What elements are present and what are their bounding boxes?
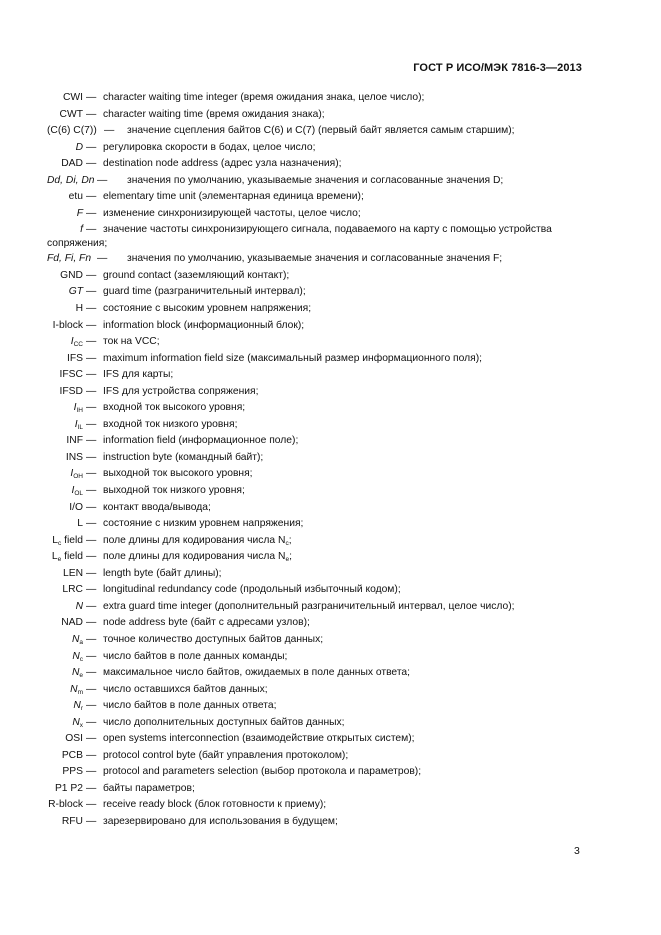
term: $I_{IL}$ xyxy=(74,418,83,431)
definition-line-2: сопряжения; xyxy=(47,238,108,250)
term: RFU xyxy=(61,815,83,827)
definition-row xyxy=(0,731,661,748)
definition-row xyxy=(0,433,661,450)
dash: — xyxy=(86,468,97,480)
definition-row xyxy=(0,140,661,157)
definition: выходной ток низкого уровня; xyxy=(103,485,245,497)
dash: — xyxy=(86,191,97,203)
dash: — xyxy=(86,633,97,645)
dash: — xyxy=(86,336,97,348)
definition: ground contact (заземляющий контакт); xyxy=(103,269,290,281)
dash: — xyxy=(86,667,97,679)
definition-row xyxy=(0,284,661,301)
definition-row xyxy=(0,797,661,814)
term: GT xyxy=(68,286,83,298)
dash: — xyxy=(86,158,97,170)
dash: — xyxy=(86,733,97,745)
term: (C(6) C(7)) xyxy=(47,125,97,137)
dash: — xyxy=(86,141,97,153)
term: $N_m$ xyxy=(70,683,83,696)
dash: — xyxy=(86,782,97,794)
definition-row xyxy=(0,582,661,599)
term: CWT xyxy=(59,108,83,120)
term: NAD xyxy=(61,617,83,629)
dash: — xyxy=(86,369,97,381)
definition: destination node address (адрес узла назначения); xyxy=(103,158,342,170)
term: L xyxy=(77,518,83,530)
definition-row xyxy=(0,599,661,616)
definition-row xyxy=(0,649,661,666)
definition-row xyxy=(0,632,661,649)
term: F xyxy=(76,207,83,219)
term: etu xyxy=(68,191,83,203)
dash: — xyxy=(86,352,97,364)
definition-row xyxy=(0,500,661,517)
term: INF xyxy=(66,435,83,447)
dash: — xyxy=(86,319,97,331)
term: N xyxy=(75,600,83,612)
definition: length byte (байт длины); xyxy=(103,567,222,579)
definition-row xyxy=(0,222,661,251)
term: IFSC xyxy=(59,369,83,381)
definition-row xyxy=(0,367,661,384)
definition-row xyxy=(0,682,661,699)
definition: поле длины для кодирования числа $N_e$; xyxy=(103,551,292,564)
term: $N_r$ xyxy=(73,700,83,713)
term: $I_{CC}$ xyxy=(70,336,83,349)
definition-row xyxy=(0,516,661,533)
definition-row xyxy=(0,206,661,223)
definition: ток на VCC; xyxy=(103,336,160,348)
definition: зарезервировано для использования в будущем; xyxy=(103,815,338,827)
definition: protocol and parameters selection (выбор протокола и параметров); xyxy=(103,766,422,778)
definition-row xyxy=(0,90,661,107)
dash: — xyxy=(86,766,97,778)
term: GND xyxy=(60,269,83,281)
definition: node address byte (байт с адресами узлов); xyxy=(103,617,310,629)
term: $I_{OH}$ xyxy=(70,468,83,481)
definition: значение сцепления байтов C(6) и C(7) (первый байт является самым старшим); xyxy=(127,125,515,137)
definition: information field (информационное поле); xyxy=(103,435,299,447)
definition: число дополнительных доступных байтов данных; xyxy=(103,716,345,728)
definition: значения по умолчанию, указываемые значения и согласованные значения F; xyxy=(127,253,503,265)
definition: extra guard time integer (дополнительный разграничительный интервал, целое число); xyxy=(103,600,515,612)
term: P1 P2 xyxy=(54,782,83,794)
definition: число байтов в поле данных ответа; xyxy=(103,700,277,712)
definition: число байтов в поле данных команды; xyxy=(103,650,288,662)
definition-row xyxy=(0,107,661,124)
dash: — xyxy=(104,125,115,137)
definition-row xyxy=(0,268,661,285)
definition: состояние с высоким уровнем напряжения; xyxy=(103,303,312,315)
definition: значения по умолчанию, указываемые значения и согласованные значения D; xyxy=(127,174,504,186)
dash: — xyxy=(86,617,97,629)
dash: — xyxy=(86,207,97,219)
dash: — xyxy=(86,224,97,236)
definition: состояние с низким уровнем напряжения; xyxy=(103,518,304,530)
definition: байты параметров; xyxy=(103,782,195,794)
dash: — xyxy=(86,286,97,298)
definition-row xyxy=(0,417,661,434)
page-header: ГОСТ Р ИСО/МЭК 7816-3—2013 xyxy=(413,62,582,74)
term: $N_a$ xyxy=(71,633,83,646)
definition: instruction byte (командный байт); xyxy=(103,451,264,463)
dash: — xyxy=(86,501,97,513)
definition-row xyxy=(0,450,661,467)
dash: — xyxy=(86,815,97,827)
definition: IFS для карты; xyxy=(103,369,174,381)
definition: изменение синхронизирующей частоты, целое число; xyxy=(103,207,361,219)
definition-row xyxy=(0,615,661,632)
definition: guard time (разграничительный интервал); xyxy=(103,286,306,298)
term: Fd, Fi, Fn xyxy=(47,253,92,265)
dash: — xyxy=(86,567,97,579)
term: $N_c$ xyxy=(72,650,83,663)
term: PPS xyxy=(62,766,83,778)
dash: — xyxy=(86,269,97,281)
dash: — xyxy=(86,584,97,596)
definition-row xyxy=(0,251,661,268)
definition-row xyxy=(0,173,661,190)
dash: — xyxy=(86,650,97,662)
dash: — xyxy=(97,253,108,265)
term: $L_e$ field xyxy=(51,551,83,564)
dash: — xyxy=(86,534,97,546)
term: LRC xyxy=(62,584,83,596)
term: I/O xyxy=(69,501,83,513)
term: $I_{IH}$ xyxy=(73,402,83,415)
definition-row xyxy=(0,334,661,351)
term: $N_x$ xyxy=(72,716,83,729)
dash: — xyxy=(86,600,97,612)
dash: — xyxy=(86,418,97,430)
definition-row xyxy=(0,566,661,583)
definition: character waiting time integer (время ожидания знака, целое число); xyxy=(103,92,425,103)
dash: — xyxy=(86,303,97,315)
definition-row xyxy=(0,698,661,715)
definition: выходной ток высокого уровня; xyxy=(103,468,253,480)
definition-row xyxy=(0,549,661,566)
definition-row xyxy=(0,123,661,140)
dash: — xyxy=(86,799,97,811)
term: $N_e$ xyxy=(71,667,83,680)
dash: — xyxy=(86,108,97,120)
term: PCB xyxy=(61,749,83,761)
definition: регулировка скорости в бодах, целое число; xyxy=(103,141,316,153)
dash: — xyxy=(86,385,97,397)
definition xyxy=(47,223,583,251)
definition-row xyxy=(0,483,661,500)
definition-row xyxy=(0,466,661,483)
term: $L_c$ field xyxy=(52,534,83,547)
term: I-block xyxy=(52,319,83,331)
definition: поле длины для кодирования числа $N_c$; xyxy=(103,534,292,547)
term: Dd, Di, Dn xyxy=(47,174,95,186)
dash: — xyxy=(86,435,97,447)
definition: receive ready block (блок готовности к приему); xyxy=(103,799,327,811)
term: LEN xyxy=(62,567,83,579)
definition-row xyxy=(0,189,661,206)
definition-row xyxy=(0,156,661,173)
definition-row xyxy=(0,533,661,550)
definition: контакт ввода/вывода; xyxy=(103,501,211,513)
definition: IFS для устройства сопряжения; xyxy=(103,385,259,397)
dash: — xyxy=(86,402,97,414)
definition: число оставшихся байтов данных; xyxy=(103,683,268,695)
definition: protocol control byte (байт управления протоколом); xyxy=(103,749,349,761)
term: IFSD xyxy=(59,385,83,397)
definition-line-1: значение частоты синхронизирующего сигнала, подаваемого на карту с помощью устройства xyxy=(103,224,552,236)
term: OSI xyxy=(65,733,83,745)
definition: information block (информационный блок); xyxy=(103,319,305,331)
term: INS xyxy=(65,451,83,463)
term: CWI xyxy=(62,92,83,103)
definition-row xyxy=(0,781,661,798)
definition-row xyxy=(0,400,661,417)
definition-row xyxy=(0,351,661,368)
dash: — xyxy=(86,451,97,463)
definition: входной ток высокого уровня; xyxy=(103,402,246,414)
definition: точное количество доступных байтов данных; xyxy=(103,633,324,645)
page-number: 3 xyxy=(574,845,580,857)
dash: — xyxy=(86,551,97,563)
definition-row xyxy=(0,318,661,335)
definition-row xyxy=(0,384,661,401)
term: H xyxy=(75,303,83,315)
term: DAD xyxy=(61,158,83,170)
dash: — xyxy=(97,174,108,186)
definition-row xyxy=(0,814,661,831)
dash: — xyxy=(86,485,97,497)
term: D xyxy=(75,141,83,153)
term: R-block xyxy=(48,799,83,811)
definition: longitudinal redundancy code (продольный избыточный кодом); xyxy=(103,584,401,596)
dash: — xyxy=(86,749,97,761)
term: f xyxy=(80,224,83,236)
definition: character waiting time (время ожидания знака); xyxy=(103,108,325,120)
definition-row xyxy=(0,764,661,781)
abbreviation-list xyxy=(0,90,661,831)
definition: elementary time unit (элементарная единица времени); xyxy=(103,191,364,203)
dash: — xyxy=(86,683,97,695)
definition: open systems interconnection (взаимодействие открытых систем); xyxy=(103,733,415,745)
definition: maximum information field size (максимальный размер информационного поля); xyxy=(103,352,482,364)
dash: — xyxy=(86,700,97,712)
dash: — xyxy=(86,92,97,103)
definition-row xyxy=(0,748,661,765)
definition-row xyxy=(0,715,661,732)
definition: максимальное число байтов, ожидаемых в поле данных ответа; xyxy=(103,667,411,679)
dash: — xyxy=(86,518,97,530)
term: IFS xyxy=(66,352,83,364)
term: $I_{OL}$ xyxy=(71,485,83,498)
dash: — xyxy=(86,716,97,728)
definition: входной ток низкого уровня; xyxy=(103,418,238,430)
definition-row xyxy=(0,665,661,682)
definition-row xyxy=(0,301,661,318)
